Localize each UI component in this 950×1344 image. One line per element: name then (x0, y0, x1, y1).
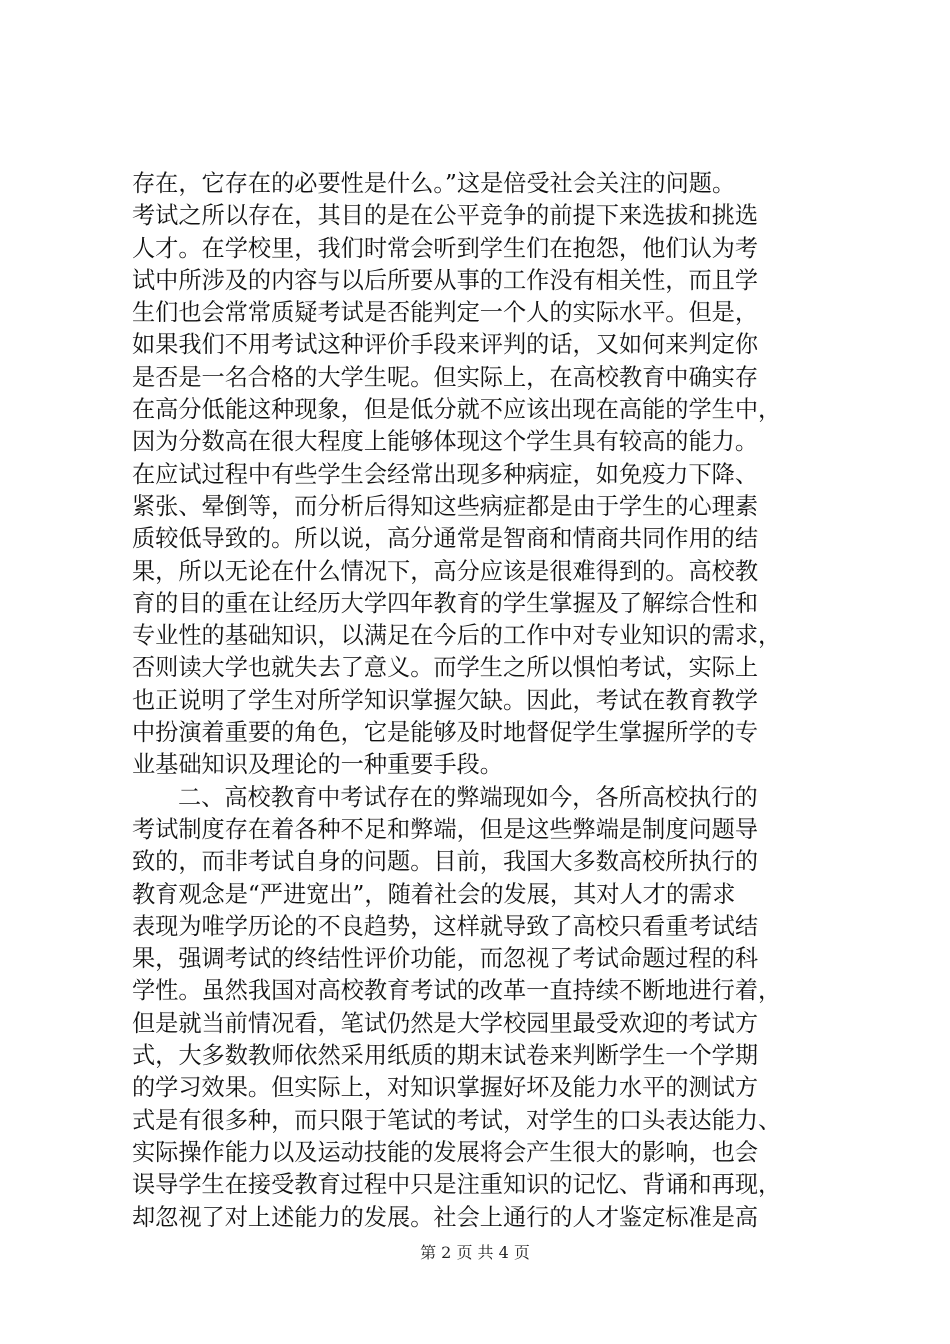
text-line: 中扮演着重要的角色，它是能够及时地督促学生掌握所学的专 (132, 719, 759, 747)
body-text (132, 168, 827, 1234)
text-line: 果，强调考试的终结性评价功能，而忽视了考试命题过程的科 (132, 945, 759, 973)
text-line: 试中所涉及的内容与以后所要从事的工作没有相关性，而且学 (132, 266, 759, 294)
text-line: 但是就当前情况看，笔试仍然是大学校园里最受欢迎的考试方 (132, 1009, 759, 1037)
text-line: 因为分数高在很大程度上能够体现这个学生具有较高的能力。 (132, 428, 759, 456)
text-line: 式是有很多种，而只限于笔试的考试，对学生的口头表达能力、 (132, 1106, 782, 1134)
text-line: 在应试过程中有些学生会经常出现多种病症，如免疫力下降、 (132, 460, 759, 488)
text-line: 存在，它存在的必要性是什么。”这是倍受社会关注的问题。 (132, 170, 736, 197)
text-line: 考试之所以存在，其目的是在公平竞争的前提下来选拔和挑选 (132, 202, 759, 230)
text-line: 育的目的重在让经历大学四年教育的学生掌握及了解综合性和 (132, 589, 759, 617)
text-line: 生们也会常常质疑考试是否能判定一个人的实际水平。但是， (132, 299, 759, 327)
text-line: 紧张、晕倒等，而分析后得知这些病症都是由于学生的心理素 (132, 492, 759, 520)
page-footer (0, 1243, 950, 1263)
text-line: 质较低导致的。所以说，高分通常是智商和情商共同作用的结 (132, 525, 759, 553)
text-line: 业基础知识及理论的一种重要手段。 (132, 751, 503, 779)
text-line: 教育观念是“严进宽出”，随着社会的发展，其对人才的需求 (132, 880, 736, 908)
text-line: 致的，而非考试自身的问题。目前，我国大多数高校所执行的 (132, 848, 759, 876)
text-line: 如果我们不用考试这种评价手段来评判的话，又如何来判定你 (132, 331, 759, 359)
text-line: 考试制度存在着各种不足和弊端，但是这些弊端是制度问题导 (132, 815, 759, 843)
text-line: 也正说明了学生对所学知识掌握欠缺。因此，考试在教育教学 (132, 686, 759, 714)
text-line: 式，大多数教师依然采用纸质的期末试卷来判断学生一个学期 (132, 1042, 759, 1070)
text-line: 在高分低能这种现象，但是低分就不应该出现在高能的学生中， (132, 396, 782, 424)
text-line: 果，所以无论在什么情况下，高分应该是很难得到的。高校教 (132, 557, 759, 585)
text-line: 的学习效果。但实际上，对知识掌握好坏及能力水平的测试方 (132, 1074, 759, 1102)
text-line: 二、高校教育中考试存在的弊端现如今，各所高校执行的 (178, 783, 758, 811)
text-line: 学性。虽然我国对高校教育考试的改革一直持续不断地进行着， (132, 977, 782, 1005)
page-number-label: 第 2 页 共 4 页 (420, 1243, 530, 1262)
text-line: 实际操作能力以及运动技能的发展将会产生很大的影响，也会 (132, 1138, 759, 1166)
text-line: 是否是一名合格的大学生呢。但实际上，在高校教育中确实存 (132, 363, 759, 391)
text-line: 否则读大学也就失去了意义。而学生之所以惧怕考试，实际上 (132, 654, 759, 682)
text-line: 人才。在学校里，我们时常会听到学生们在抱怨，他们认为考 (132, 234, 759, 262)
text-line: 却忽视了对上述能力的发展。社会上通行的人才鉴定标准是高 (132, 1203, 759, 1231)
text-line: 专业性的基础知识，以满足在今后的工作中对专业知识的需求， (132, 622, 782, 650)
text-line: 误导学生在接受教育过程中只是注重知识的记忆、背诵和再现， (132, 1171, 782, 1199)
text-line: 表现为唯学历论的不良趋势，这样就导致了高校只看重考试结 (132, 912, 759, 940)
